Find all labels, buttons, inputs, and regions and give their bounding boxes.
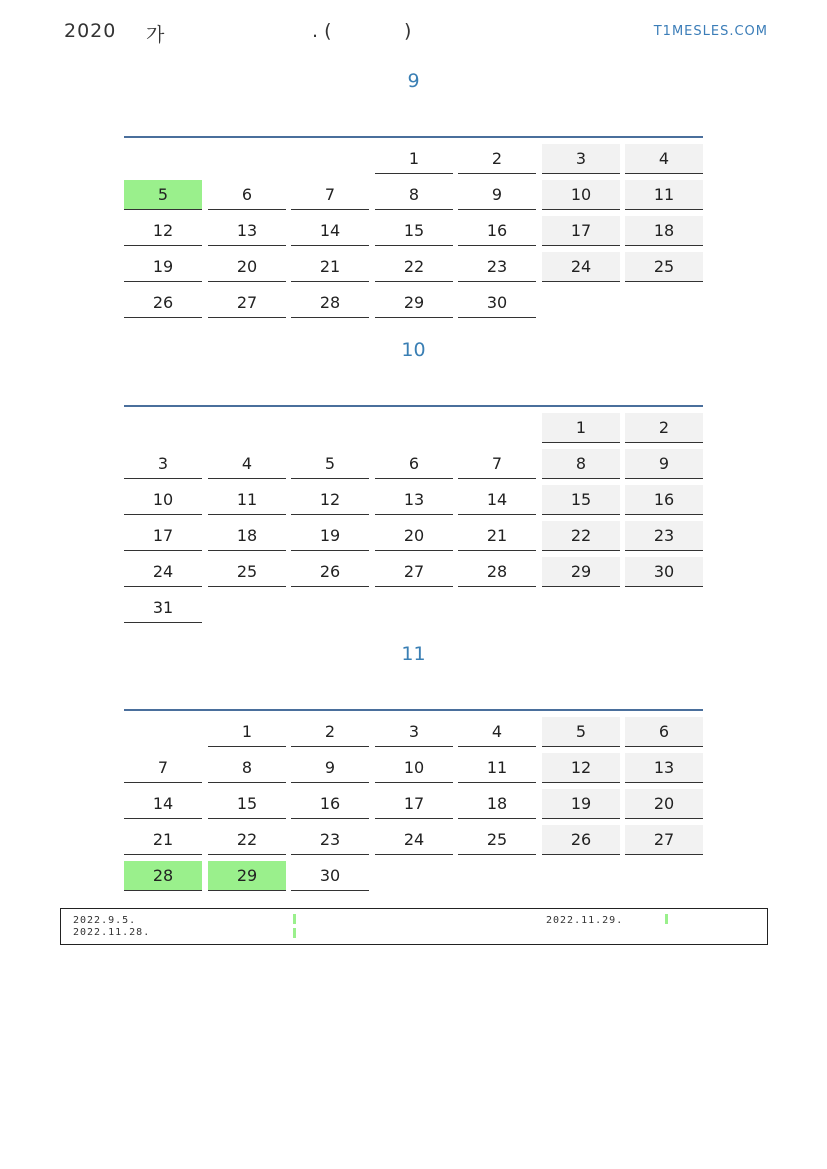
day-cell[interactable]: 3 — [542, 144, 620, 174]
day-cell[interactable]: 17 — [124, 521, 202, 551]
day-cell[interactable]: 1 — [375, 144, 453, 174]
header-paren-text: . ( ) — [312, 20, 412, 42]
day-cell[interactable]: 23 — [291, 825, 369, 855]
day-cell[interactable]: 14 — [124, 789, 202, 819]
day-cell[interactable]: 1 — [542, 413, 620, 443]
notes-box — [60, 908, 768, 945]
day-cell[interactable]: 31 — [124, 593, 202, 623]
day-cell[interactable]: 16 — [625, 485, 703, 515]
day-cell[interactable]: 4 — [208, 449, 286, 479]
day-cell[interactable]: 11 — [208, 485, 286, 515]
day-cell[interactable]: 6 — [375, 449, 453, 479]
header-year: 2020 — [64, 20, 117, 42]
month-rule — [124, 709, 703, 711]
day-cell[interactable]: 29 — [208, 861, 286, 891]
day-cell[interactable]: 25 — [625, 252, 703, 282]
day-cell[interactable]: 12 — [291, 485, 369, 515]
day-cell[interactable]: 21 — [124, 825, 202, 855]
day-cell[interactable]: 20 — [375, 521, 453, 551]
month-rule — [124, 405, 703, 407]
day-cell[interactable]: 28 — [458, 557, 536, 587]
day-cell[interactable]: 12 — [542, 753, 620, 783]
day-cell[interactable]: 15 — [375, 216, 453, 246]
day-cell[interactable]: 9 — [625, 449, 703, 479]
month-grid — [124, 413, 703, 617]
day-cell[interactable]: 8 — [375, 180, 453, 210]
day-cell[interactable]: 26 — [291, 557, 369, 587]
day-cell[interactable]: 24 — [542, 252, 620, 282]
day-cell[interactable]: 23 — [625, 521, 703, 551]
day-cell[interactable]: 28 — [291, 288, 369, 318]
day-cell[interactable]: 17 — [375, 789, 453, 819]
day-cell[interactable]: 6 — [625, 717, 703, 747]
day-cell[interactable]: 29 — [375, 288, 453, 318]
day-cell[interactable]: 1 — [208, 717, 286, 747]
day-cell[interactable]: 2 — [458, 144, 536, 174]
day-cell[interactable]: 8 — [542, 449, 620, 479]
day-cell[interactable]: 22 — [208, 825, 286, 855]
note-date-3: 2022.11.29. — [546, 915, 624, 926]
header-site-link[interactable]: T1MESLES.COM — [653, 24, 768, 39]
day-cell[interactable]: 4 — [458, 717, 536, 747]
day-cell[interactable]: 2 — [291, 717, 369, 747]
day-cell[interactable]: 29 — [542, 557, 620, 587]
note-date-2: 2022.11.28. — [73, 927, 151, 938]
page-header — [64, 20, 768, 46]
day-cell[interactable]: 2 — [625, 413, 703, 443]
day-cell[interactable]: 9 — [291, 753, 369, 783]
day-cell[interactable]: 3 — [124, 449, 202, 479]
note-date-1: 2022.9.5. — [73, 915, 137, 926]
day-cell[interactable]: 7 — [291, 180, 369, 210]
day-cell[interactable]: 18 — [458, 789, 536, 819]
day-cell[interactable]: 13 — [208, 216, 286, 246]
day-cell[interactable]: 27 — [625, 825, 703, 855]
day-cell[interactable]: 4 — [625, 144, 703, 174]
month-title: 10 — [401, 339, 426, 361]
day-cell[interactable]: 5 — [542, 717, 620, 747]
day-cell[interactable]: 19 — [291, 521, 369, 551]
day-cell[interactable]: 15 — [542, 485, 620, 515]
day-cell[interactable]: 30 — [291, 861, 369, 891]
day-cell[interactable]: 22 — [542, 521, 620, 551]
day-cell[interactable]: 26 — [124, 288, 202, 318]
day-cell[interactable]: 6 — [208, 180, 286, 210]
header-char: 가 — [146, 24, 165, 46]
day-cell[interactable]: 23 — [458, 252, 536, 282]
day-cell[interactable]: 8 — [208, 753, 286, 783]
month-grid — [124, 144, 703, 324]
day-cell[interactable]: 7 — [458, 449, 536, 479]
day-cell[interactable]: 19 — [542, 789, 620, 819]
day-cell[interactable]: 10 — [124, 485, 202, 515]
day-cell[interactable]: 13 — [375, 485, 453, 515]
day-cell[interactable]: 3 — [375, 717, 453, 747]
holiday-marker-3 — [665, 914, 668, 924]
day-cell[interactable]: 28 — [124, 861, 202, 891]
day-cell[interactable]: 12 — [124, 216, 202, 246]
holiday-marker-1 — [293, 914, 296, 924]
day-cell[interactable]: 22 — [375, 252, 453, 282]
month-rule — [124, 136, 703, 138]
day-cell[interactable]: 7 — [124, 753, 202, 783]
holiday-marker-2 — [293, 928, 296, 938]
day-cell[interactable]: 11 — [458, 753, 536, 783]
day-cell[interactable]: 30 — [458, 288, 536, 318]
day-cell[interactable]: 5 — [124, 180, 202, 210]
day-cell[interactable]: 26 — [542, 825, 620, 855]
day-cell[interactable]: 25 — [208, 557, 286, 587]
day-cell[interactable]: 25 — [458, 825, 536, 855]
day-cell[interactable]: 16 — [291, 789, 369, 819]
day-cell[interactable]: 18 — [208, 521, 286, 551]
day-cell[interactable]: 24 — [124, 557, 202, 587]
day-cell[interactable]: 27 — [208, 288, 286, 318]
day-cell[interactable]: 16 — [458, 216, 536, 246]
day-cell[interactable]: 30 — [625, 557, 703, 587]
day-cell[interactable]: 10 — [375, 753, 453, 783]
day-cell[interactable]: 17 — [542, 216, 620, 246]
day-cell[interactable]: 11 — [625, 180, 703, 210]
day-cell[interactable]: 21 — [291, 252, 369, 282]
day-cell[interactable]: 10 — [542, 180, 620, 210]
day-cell[interactable]: 5 — [291, 449, 369, 479]
day-cell[interactable]: 15 — [208, 789, 286, 819]
day-cell[interactable]: 20 — [625, 789, 703, 819]
day-cell[interactable]: 9 — [458, 180, 536, 210]
day-cell[interactable]: 19 — [124, 252, 202, 282]
month-grid — [124, 717, 703, 897]
day-cell[interactable]: 14 — [291, 216, 369, 246]
day-cell[interactable]: 18 — [625, 216, 703, 246]
month-title: 11 — [401, 643, 426, 665]
day-cell[interactable]: 13 — [625, 753, 703, 783]
day-cell[interactable]: 24 — [375, 825, 453, 855]
day-cell[interactable]: 20 — [208, 252, 286, 282]
day-cell[interactable]: 27 — [375, 557, 453, 587]
day-cell[interactable]: 21 — [458, 521, 536, 551]
day-cell[interactable]: 14 — [458, 485, 536, 515]
month-title: 9 — [407, 70, 420, 92]
